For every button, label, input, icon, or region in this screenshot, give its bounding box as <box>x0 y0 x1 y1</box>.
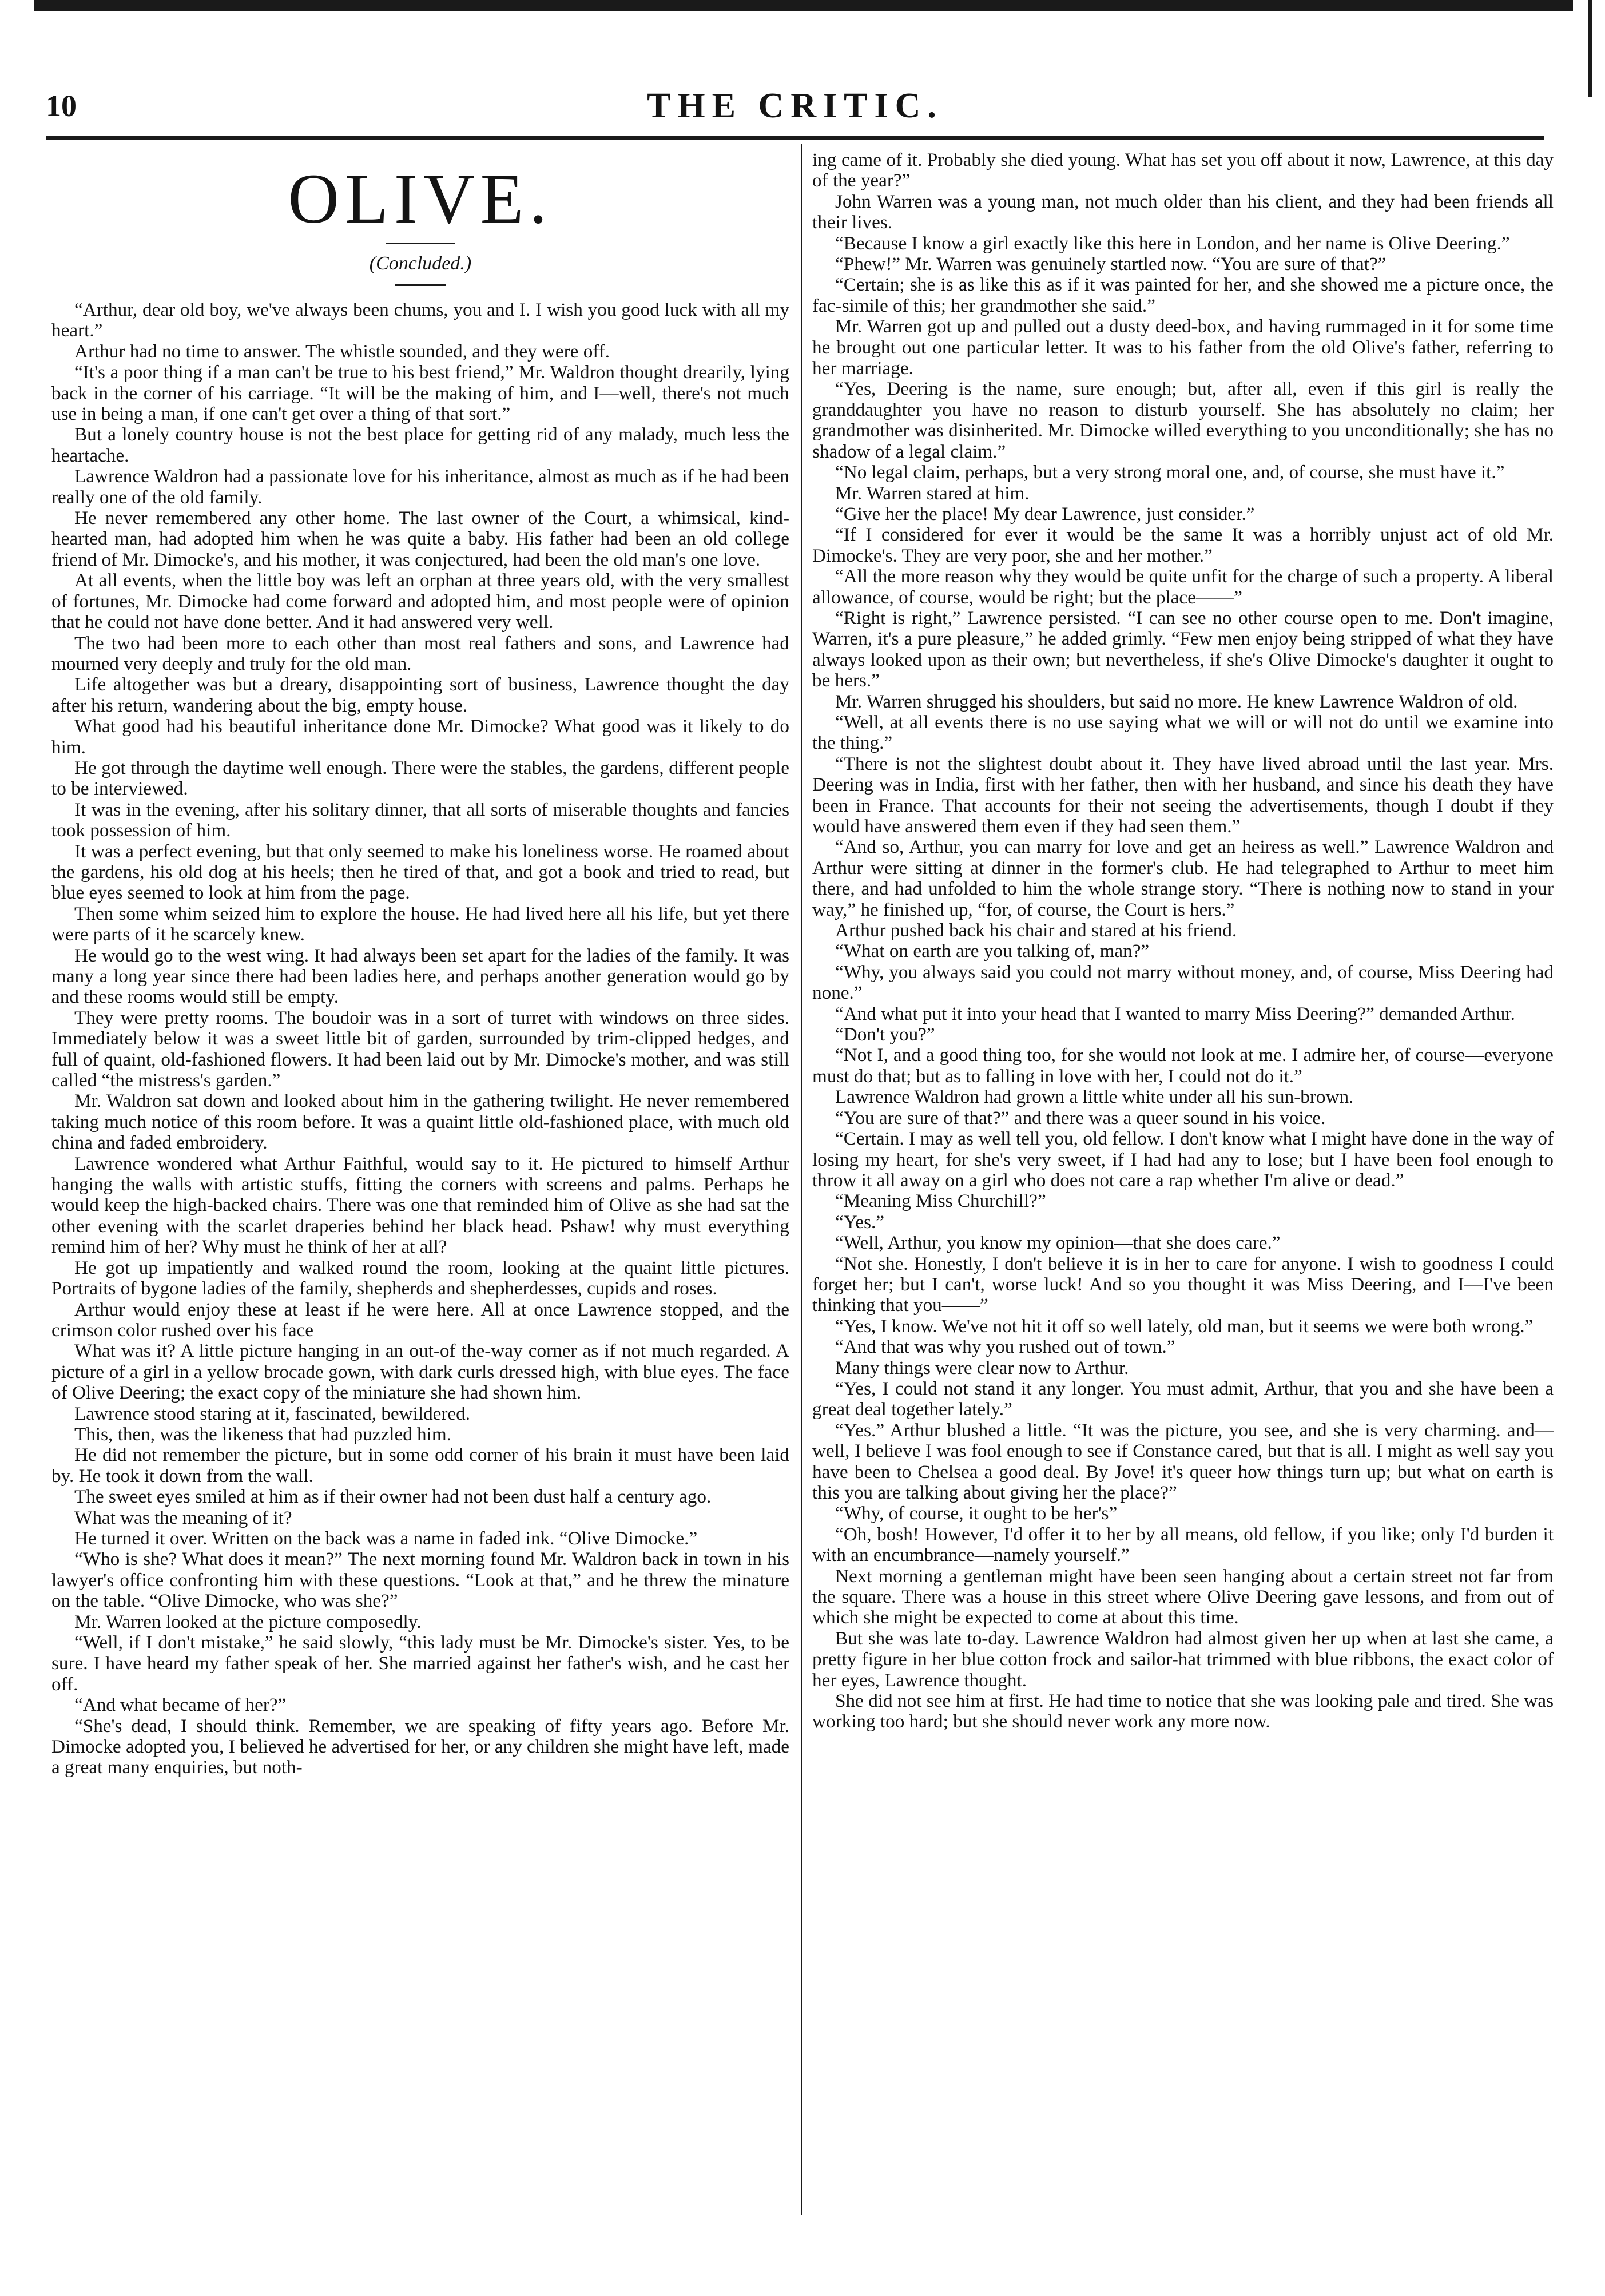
paragraph: He did not remember the picture, but in some odd corner of his brain it must have been laid by. He took it down from the wall. <box>51 1444 789 1487</box>
paragraph: “Yes, I could not stand it any longer. You must admit, Arthur, that you and she have been a great deal together lately.” <box>812 1377 1554 1420</box>
paragraph: At all events, when the little boy was left an orphan at three years old, with the very smallest of fortunes, Mr. Dimocke had come forward and adopted him, and most people were of opinion that he could not have done better. And it had answered very well. <box>51 570 789 633</box>
paragraph: Next morning a gentleman might have been seen hanging about a certain street not far from the square. There was a house in this street where Olive Deering gave lessons, and from out of which she might be expected to come at about this time. <box>812 1565 1554 1628</box>
paragraph: “She's dead, I should think. Remember, we are speaking of fifty years ago. Before Mr. Dimocke adopted you, I believed he advertised for her, or any children she might have left, made a great many enquiries, but noth- <box>51 1715 789 1778</box>
header-rule <box>46 136 1544 140</box>
paragraph: “No legal claim, perhaps, but a very strong moral one, and, of course, she must have it.” <box>835 462 1505 483</box>
paragraph: Mr. Waldron sat down and looked about him in the gathering twilight. He never remembered taking much notice of this room before. It was a quaint little old-fashioned place, with much old china and faded embroidery. <box>51 1090 789 1154</box>
paragraph: “It's a poor thing if a man can't be true to his best friend,” Mr. Waldron thought drearily, lying back in the corner of his carriage. “It will be the making of him, and I—well, there's not much use in being a man, if one can't get over a thing of that sort.” <box>51 362 789 425</box>
paragraph: The two had been more to each other than most real fathers and sons, and Lawrence had mourned very deeply and truly for the old man. <box>51 632 789 674</box>
paragraph: What was the meaning of it? <box>74 1507 292 1528</box>
paragraph: “Right is right,” Lawrence persisted. “I can see no other course open to me. Don't imagine, Warren, it's a pure pleasure,” he added grimly. “Few men enjoy being stripped of what they have always looked upon as their own; but nevertheless, if she's Olive Dimocke's daughter it ought to be hers.” <box>812 607 1554 692</box>
paragraph: “Certain. I may as well tell you, old fellow. I don't know what I might have done in the way of losing my heart, for she's very sweet, if I had had any to lose; but I have been fool enough to throw it all away on a girl who does not care a rap whether I'm alive or dead.” <box>812 1128 1554 1191</box>
paragraph: Arthur had no time to answer. The whistle sounded, and they were off. <box>74 340 610 362</box>
paragraph: He turned it over. Written on the back was a name in faded ink. “Olive Dimocke.” <box>74 1527 698 1549</box>
paragraph: Mr. Warren shrugged his shoulders, but said no more. He knew Lawrence Waldron of old. <box>835 690 1518 712</box>
paragraph: Arthur pushed back his chair and stared at his friend. <box>835 920 1237 942</box>
paragraph: Many things were clear now to Arthur. <box>835 1357 1129 1379</box>
paragraph: Then some whim seized him to explore the house. He had lived here all his life, but yet there were parts of it he scarcely knew. <box>51 903 789 946</box>
paragraph: “Well, at all events there is no use saying what we will or will not do until we examine into the thing.” <box>812 711 1554 754</box>
page-number: 10 <box>46 89 77 123</box>
paragraph: “You are sure of that?” and there was a queer sound in his voice. <box>835 1107 1326 1129</box>
paragraph: “All the more reason why they would be quite unfit for the charge of such a property. A liberal allowance, of course, would be right; but the place——” <box>812 566 1554 608</box>
paragraph: What was it? A little picture hanging in an out-of the-way corner as if not much regarded. A picture of a girl in a yellow brocade gown, with dark curls dressed high, with blue eyes. The face of Olive Deering; the exact copy of the miniature she had shown him. <box>51 1340 789 1404</box>
paragraph: Mr. Warren got up and pulled out a dusty deed-box, and having rummaged in it for some time he brought out one particular letter. It was to his father from the old Olive's father, referring to her marriage. <box>812 316 1554 379</box>
paragraph: “Why, you always said you could not marry without money, and, of course, Miss Deering had none.” <box>812 961 1554 1004</box>
paragraph: He got up impatiently and walked round the room, looking at the quaint little pictures. Portraits of bygone ladies of the family, shepherds and shepherdesses, cupids and roses. <box>51 1257 789 1300</box>
paragraph: “What on earth are you talking of, man?” <box>835 940 1150 962</box>
paragraph: Lawrence wondered what Arthur Faithful, would say to it. He pictured to himself Arthur hanging the walls with artistic stuffs, fitting the corners with screens and palms. Perhaps he would keep the high-backed chairs. There was one that reminded him of Olive as she had sat the other evening with the scarlet draperies behind her black head. Pshaw! why must everything remind him of her? Why must he think of her at all? <box>51 1153 789 1258</box>
paragraph: The sweet eyes smiled at him as if their owner had not been dust half a century ago. <box>74 1486 712 1508</box>
paragraph: What good had his beautiful inheritance done Mr. Dimocke? What good was it likely to do him. <box>51 716 789 758</box>
paragraph: “And what became of her?” <box>74 1694 287 1716</box>
paragraph: “Who is she? What does it mean?” The next morning found Mr. Waldron back in town in his lawyer's office confronting him with these questions. “Look at that,” and he threw the minature on the table. “Olive Dimocke, who was she?” <box>51 1548 789 1612</box>
paragraph: “And that was why you rushed out of town.” <box>835 1336 1175 1358</box>
right-column <box>812 150 1554 1733</box>
paragraph: “Not she. Honestly, I don't believe it is in her to care for anyone. I wish to goodness I could forget her; but I can't, worse luck! And so you thought it was Miss Deering, and I—I've been thinking that you——” <box>812 1253 1554 1316</box>
paragraph: “And what put it into your head that I wanted to marry Miss Deering?” demanded Arthur. <box>835 1003 1515 1024</box>
paragraph: “There is not the slightest doubt about it. They have lived abroad until the last year. Mrs. Deering was in India, first with her father, then with her husband, and since his death they have been in France. That accounts for their not seeing the advertisements, though I doubt if they would have answered them even if they had seen them.” <box>812 753 1554 837</box>
paragraph: He got through the daytime well enough. There were the stables, the gardens, different people to be interviewed. <box>51 757 789 800</box>
paragraph: “And so, Arthur, you can marry for love and get an heiress as well.” Lawrence Waldron and Arthur were sitting at dinner in the former's club. He had telegraphed to Arthur to meet him there, and had unfolded to him the whole strange story. “There is nothing now to stand in your way,” he finished up, “for, of course, the Court is hers.” <box>812 836 1554 920</box>
paragraph: But she was late to-day. Lawrence Waldron had almost given her up when at last she came, a pretty figure in her blue cotton frock and sailor-hat trimmed with blue ribbons, the exact color of her eyes, Lawrence thought. <box>812 1627 1554 1691</box>
paragraph: Mr. Warren stared at him. <box>835 482 1030 504</box>
paragraph: He never remembered any other home. The last owner of the Court, a whimsical, kind-hearted man, had adopted him when he was quite a baby. His father had been an old college friend of Mr. Dimocke's, and his mother, it was conjectured, had been the old man's one love. <box>51 507 789 570</box>
paragraph: “Oh, bosh! However, I'd offer it to her by all means, old fellow, if you like; only I'd burden it with an encumbrance—namely yourself.” <box>812 1523 1554 1566</box>
title-rule <box>386 243 455 244</box>
column-divider <box>801 144 802 2215</box>
paragraph: “Why, of course, it ought to be her's” <box>835 1503 1118 1524</box>
paragraph: Mr. Warren looked at the picture composedly. <box>74 1611 422 1632</box>
paragraph: “Well, if I don't mistake,” he said slowly, “this lady must be Mr. Dimocke's sister. Yes, to be sure. I have heard my father speak of her. She married against her father's wish, and he cast her off. <box>51 1632 789 1695</box>
paragraph: “Because I know a girl exactly like this here in London, and her name is Olive Deering.” <box>835 232 1510 254</box>
paragraph: “Yes, Deering is the name, sure enough; but, after all, even if this girl is really the granddaughter you have no reason to disturb yourself. She has absolutely no claim; her grandmother was disinherited. Mr. Dimocke willed everything to you unconditionally; she has no shadow of a legal claim.” <box>812 378 1554 462</box>
paragraph: “Yes, I know. We've not hit it off so well lately, old man, but it seems we were both wrong.” <box>835 1315 1534 1337</box>
paragraph: “Meaning Miss Churchill?” <box>835 1190 1046 1212</box>
paragraph: “Arthur, dear old boy, we've always been chums, you and I. I wish you good luck with all my heart.” <box>51 299 789 341</box>
paragraph: Lawrence Waldron had a passionate love for his inheritance, almost as much as if he had been really one of the old family. <box>51 466 789 508</box>
paragraph: They were pretty rooms. The boudoir was in a sort of turret with windows on three sides. Immediately below it was a sweet little bit of garden, surrounded by trim-clipped hedges, and full of quaint, old-fashioned flowers. It had been laid out by Mr. Dimocke's mother, and was still called “the mistress's garden.” <box>51 1007 789 1091</box>
paragraph: She did not see him at first. He had time to notice that she was looking pale and tired. She was working too hard; but she should never work any more now. <box>812 1690 1554 1733</box>
paragraph: This, then, was the likeness that had puzzled him. <box>74 1423 451 1445</box>
paragraph: “Phew!” Mr. Warren was genuinely startled now. “You are sure of that?” <box>835 253 1387 275</box>
top-border-rule <box>34 0 1573 11</box>
paragraph: Life altogether was but a dreary, disappointing sort of business, Lawrence thought the day after his return, wandering about the big, empty house. <box>51 674 789 716</box>
paragraph: “Don't you?” <box>835 1024 935 1046</box>
paragraph: “Yes.” <box>835 1211 885 1233</box>
paragraph: It was a perfect evening, but that only seemed to make his loneliness worse. He roamed about the gardens, his old dog at his heels; then he tired of that, and got a book and tried to read, but blue eyes seemed to look at him from the page. <box>51 840 789 904</box>
paragraph: “Not I, and a good thing too, for she would not look at me. I admire her, of course—everyone must do that; but as to falling in love with her, I could not do it.” <box>812 1044 1554 1087</box>
paragraph: But a lonely country house is not the best place for getting rid of any malady, much less the heartache. <box>51 424 789 466</box>
story-subtitle: (Concluded.) <box>369 253 472 274</box>
masthead: THE CRITIC. <box>647 86 943 125</box>
left-column-body <box>51 300 789 1778</box>
paragraph: Lawrence stood staring at it, fascinated, bewildered. <box>74 1403 471 1424</box>
left-column <box>51 150 789 1778</box>
paragraph: It was in the evening, after his solitary dinner, that all sorts of miserable thoughts and fancies took possession of him. <box>51 799 789 841</box>
paragraph: “If I considered for ever it would be the same It was a horribly unjust act of old Mr. Dimocke's. They are very poor, she and her mother.” <box>812 524 1554 566</box>
paragraph: Lawrence Waldron had grown a little white under all his sun-brown. <box>835 1086 1354 1108</box>
paragraph: “Well, Arthur, you know my opinion—that she does care.” <box>835 1232 1281 1254</box>
paragraph: He would go to the west wing. It had always been set apart for the ladies of the family. It was many a long year since there had been ladies here, and perhaps another generation would go by and these rooms would still be empty. <box>51 944 789 1008</box>
subtitle-rule <box>395 284 446 286</box>
page-header <box>46 86 1544 132</box>
paragraph: “Give her the place! My dear Lawrence, just consider.” <box>835 503 1255 525</box>
paragraph: John Warren was a young man, not much older than his client, and they had been friends all their lives. <box>812 190 1554 233</box>
paragraph: Arthur would enjoy these at least if he were here. All at once Lawrence stopped, and the crimson color rushed over his face <box>51 1298 789 1341</box>
story-title: OLIVE. <box>288 160 553 238</box>
right-column-body <box>812 150 1554 1733</box>
right-edge-rule <box>1588 0 1592 97</box>
paragraph: “Yes.” Arthur blushed a little. “It was the picture, you see, and she is very charming. and—well, I believe I was fool enough to see if Constance cared, but that is all. I might as well say you have been to Chelsea a good deal. By Jove! it's queer how things turn up; but what on earth is this you are talking about giving her the place?” <box>812 1419 1554 1503</box>
paragraph: ing came of it. Probably she died young. What has set you off about it now, Lawrence, at this day of the year?” <box>812 149 1554 192</box>
paragraph: “Certain; she is as like this as if it was painted for her, and she showed me a picture once, the fac-simile of this; her grandmother she said.” <box>812 274 1554 316</box>
